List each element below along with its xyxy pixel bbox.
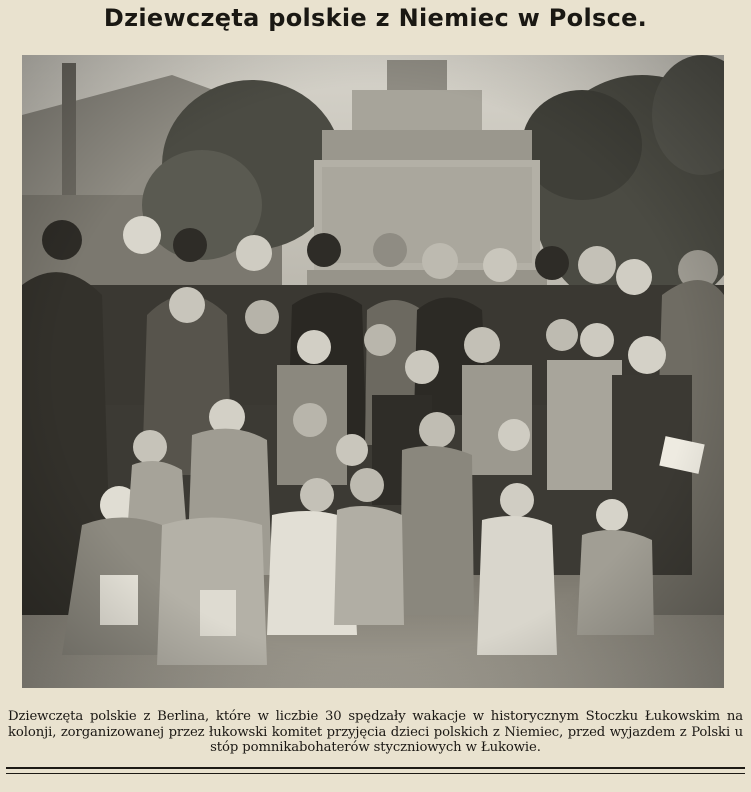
double-rule-top [6, 767, 745, 769]
double-rule-bottom [6, 773, 745, 774]
group-photograph [22, 55, 724, 688]
headline: Dziewczęta polskie z Niemiec w Polsce. [103, 4, 648, 32]
photo-caption: Dziewczęta polskie z Berlina, które w liczbie 30 spędzały wakacje w historycznym Stoczku Łukowskim na kolonji, zorganizowanej przez łukowski komitet przyjęcia dzieci polskich z Niemiec, przed wyjazdem z Polski u stóp pomnikabohaterów styczniowych w Łukowie. [8, 709, 743, 755]
